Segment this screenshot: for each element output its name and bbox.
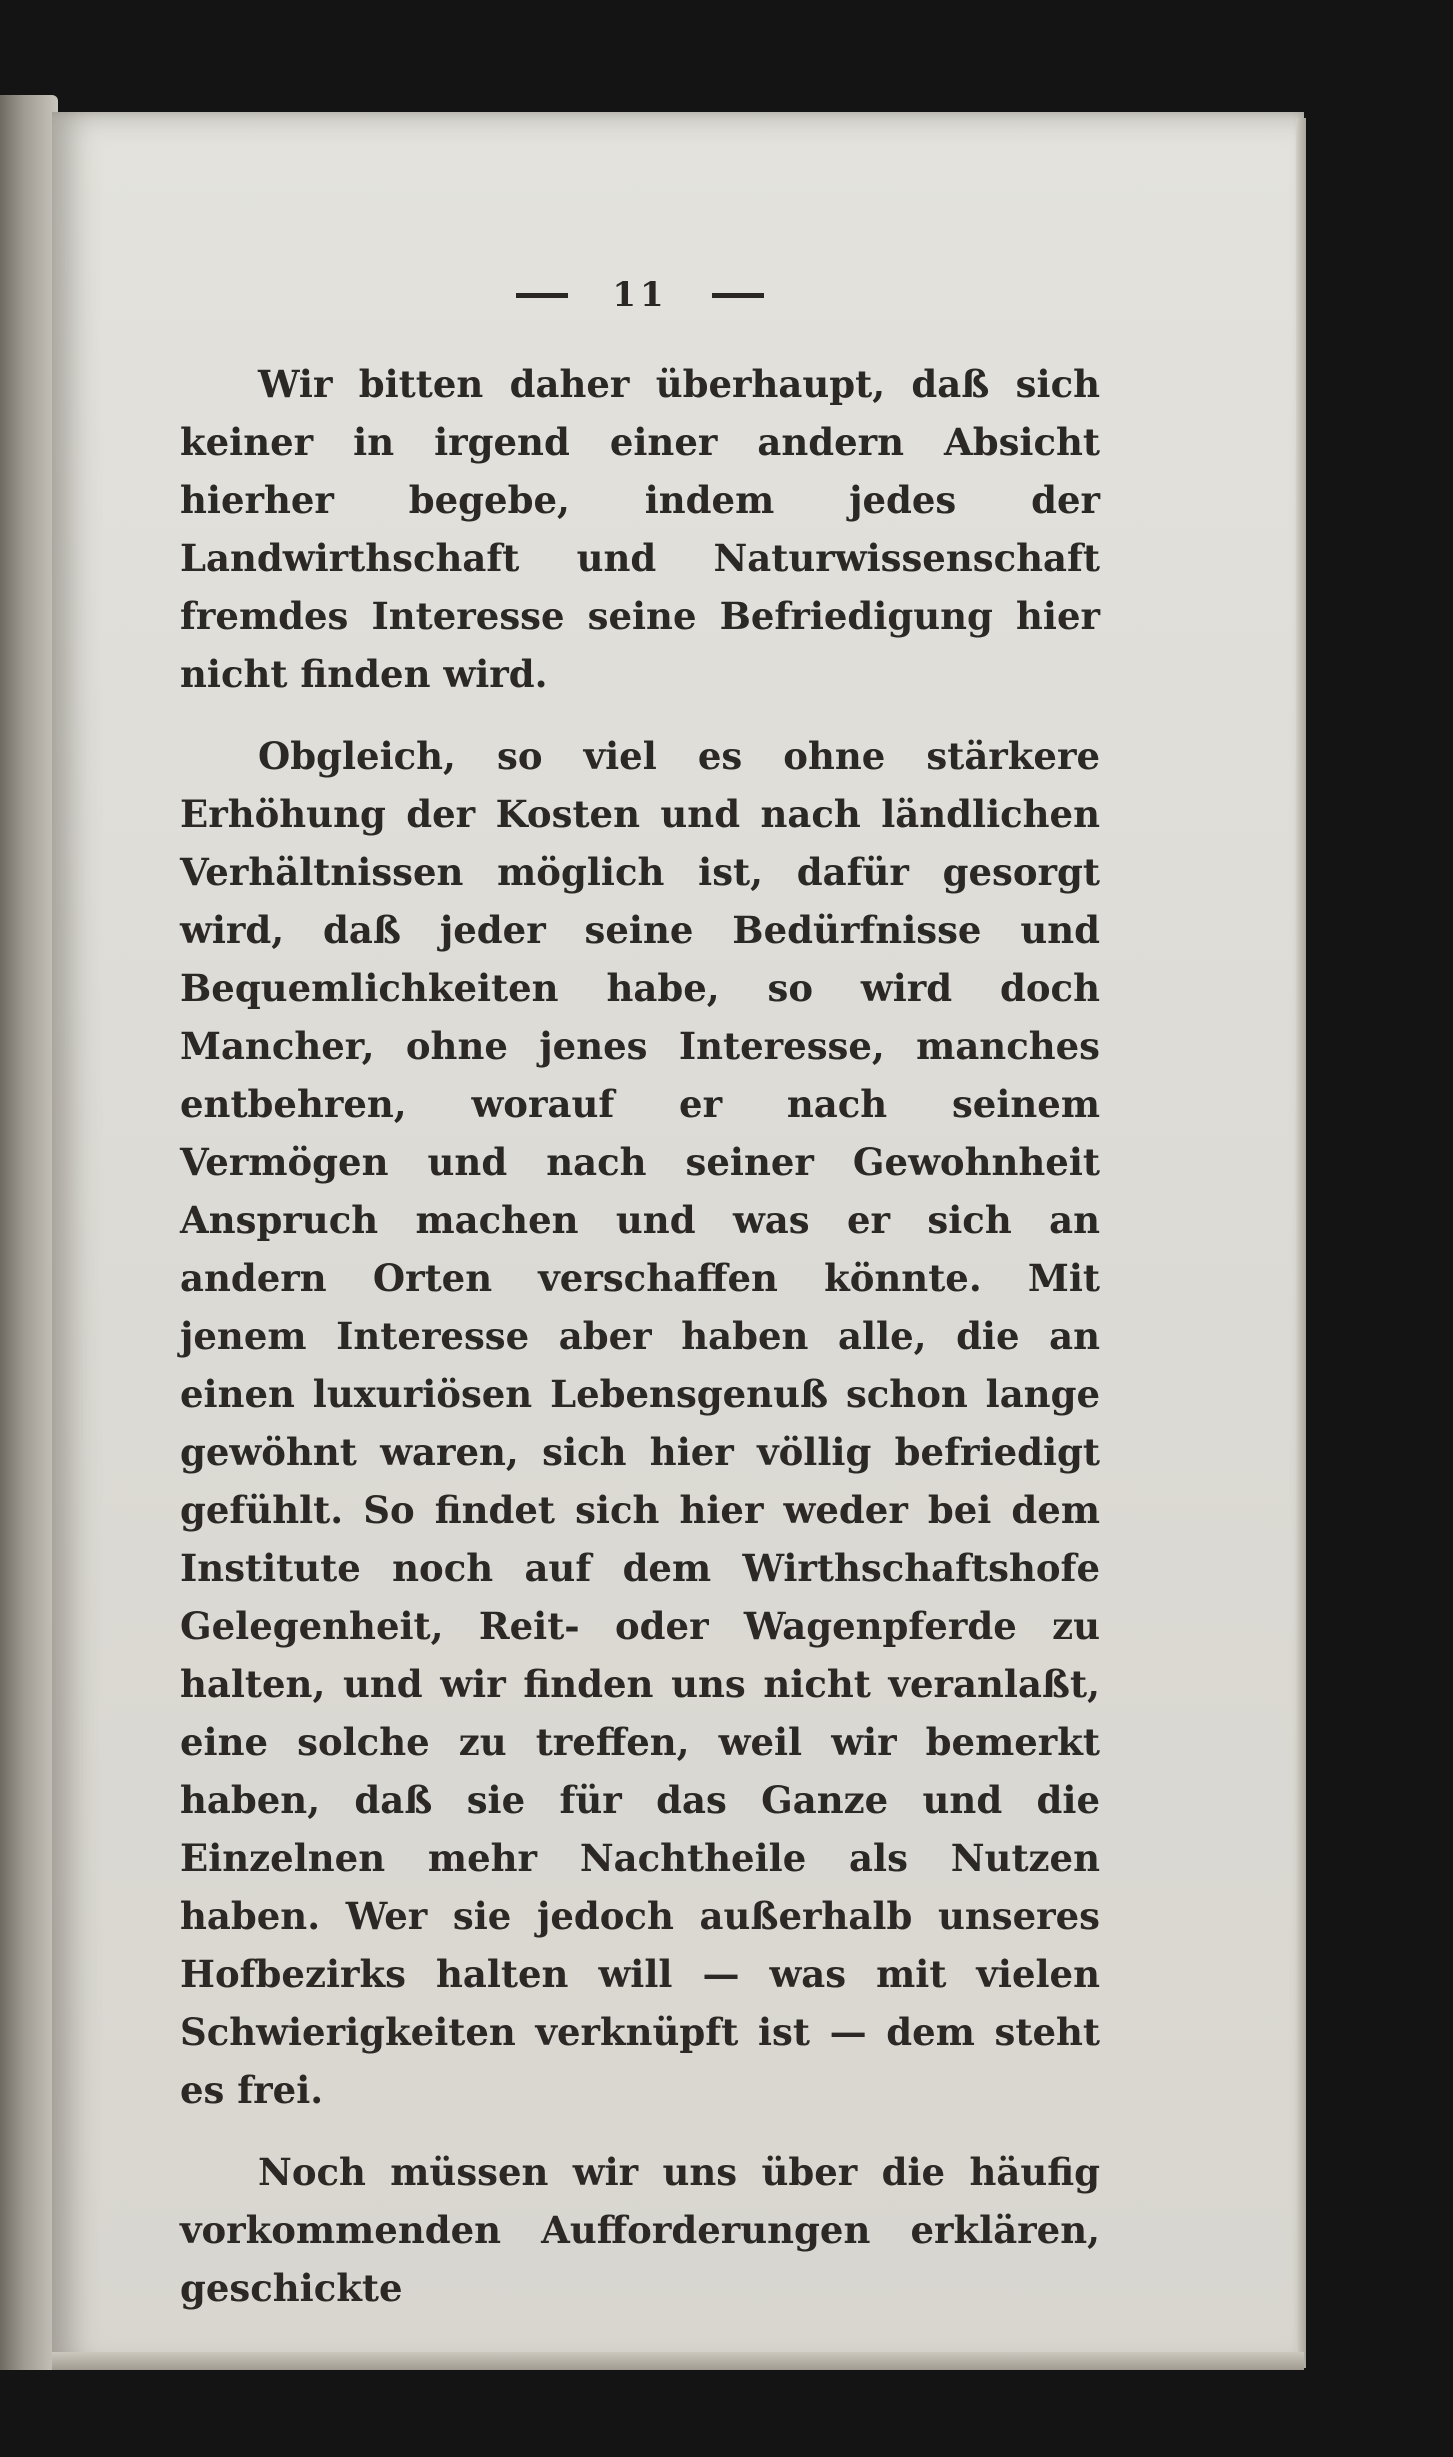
paragraph-1: Wir bitten daher überhaupt, daß sich keiner in irgend einer andern Absicht hierher begebe, indem jedes der Landwirthschaft und Naturwissenschaft fremdes Interesse seine Befriedigung hier nicht finden wird. (180, 362, 1100, 696)
paragraph-3: Noch müssen wir uns über die häufig vorkommenden Aufforderungen erklären, geschickte (180, 2150, 1100, 2310)
body-text (180, 355, 1100, 2317)
left-page-edge (0, 95, 58, 2370)
page-number: 11 (612, 275, 668, 315)
header-dash-left (516, 293, 568, 298)
paragraph-2: Obgleich, so viel es ohne stärkere Erhöhung der Kosten und nach ländlichen Verhältnissen möglich ist, dafür gesorgt wird, daß jeder seine Bedürfnisse und Bequemlichkeiten habe, so wird doch Mancher, ohne jenes Interesse, manches entbehren, worauf er nach seinem Vermögen und nach seiner Gewohnheit Anspruch machen und was er sich an andern Orten verschaffen könnte. Mit jenem Interesse aber haben alle, die an einen luxuriösen Lebensgenuß schon lange gewöhnt waren, sich hier völlig befriedigt gefühlt. So findet sich hier weder bei dem Institute noch auf dem Wirthschaftshofe Gelegenheit, Reit- oder Wagenpferde zu halten, und wir finden uns nicht veranlaßt, eine solche zu treffen, weil wir bemerkt haben, daß sie für das Ganze und die Einzelnen mehr Nachtheile als Nutzen haben. Wer sie jedoch außerhalb unseres Hofbezirks halten will — was mit vielen Schwierigkeiten verknüpft ist — dem steht es frei. (180, 734, 1100, 2112)
page-header (490, 270, 790, 320)
header-dash-right (712, 293, 764, 298)
page-right-edge (1296, 118, 1306, 2368)
page-bottom-edge (52, 2352, 1304, 2370)
